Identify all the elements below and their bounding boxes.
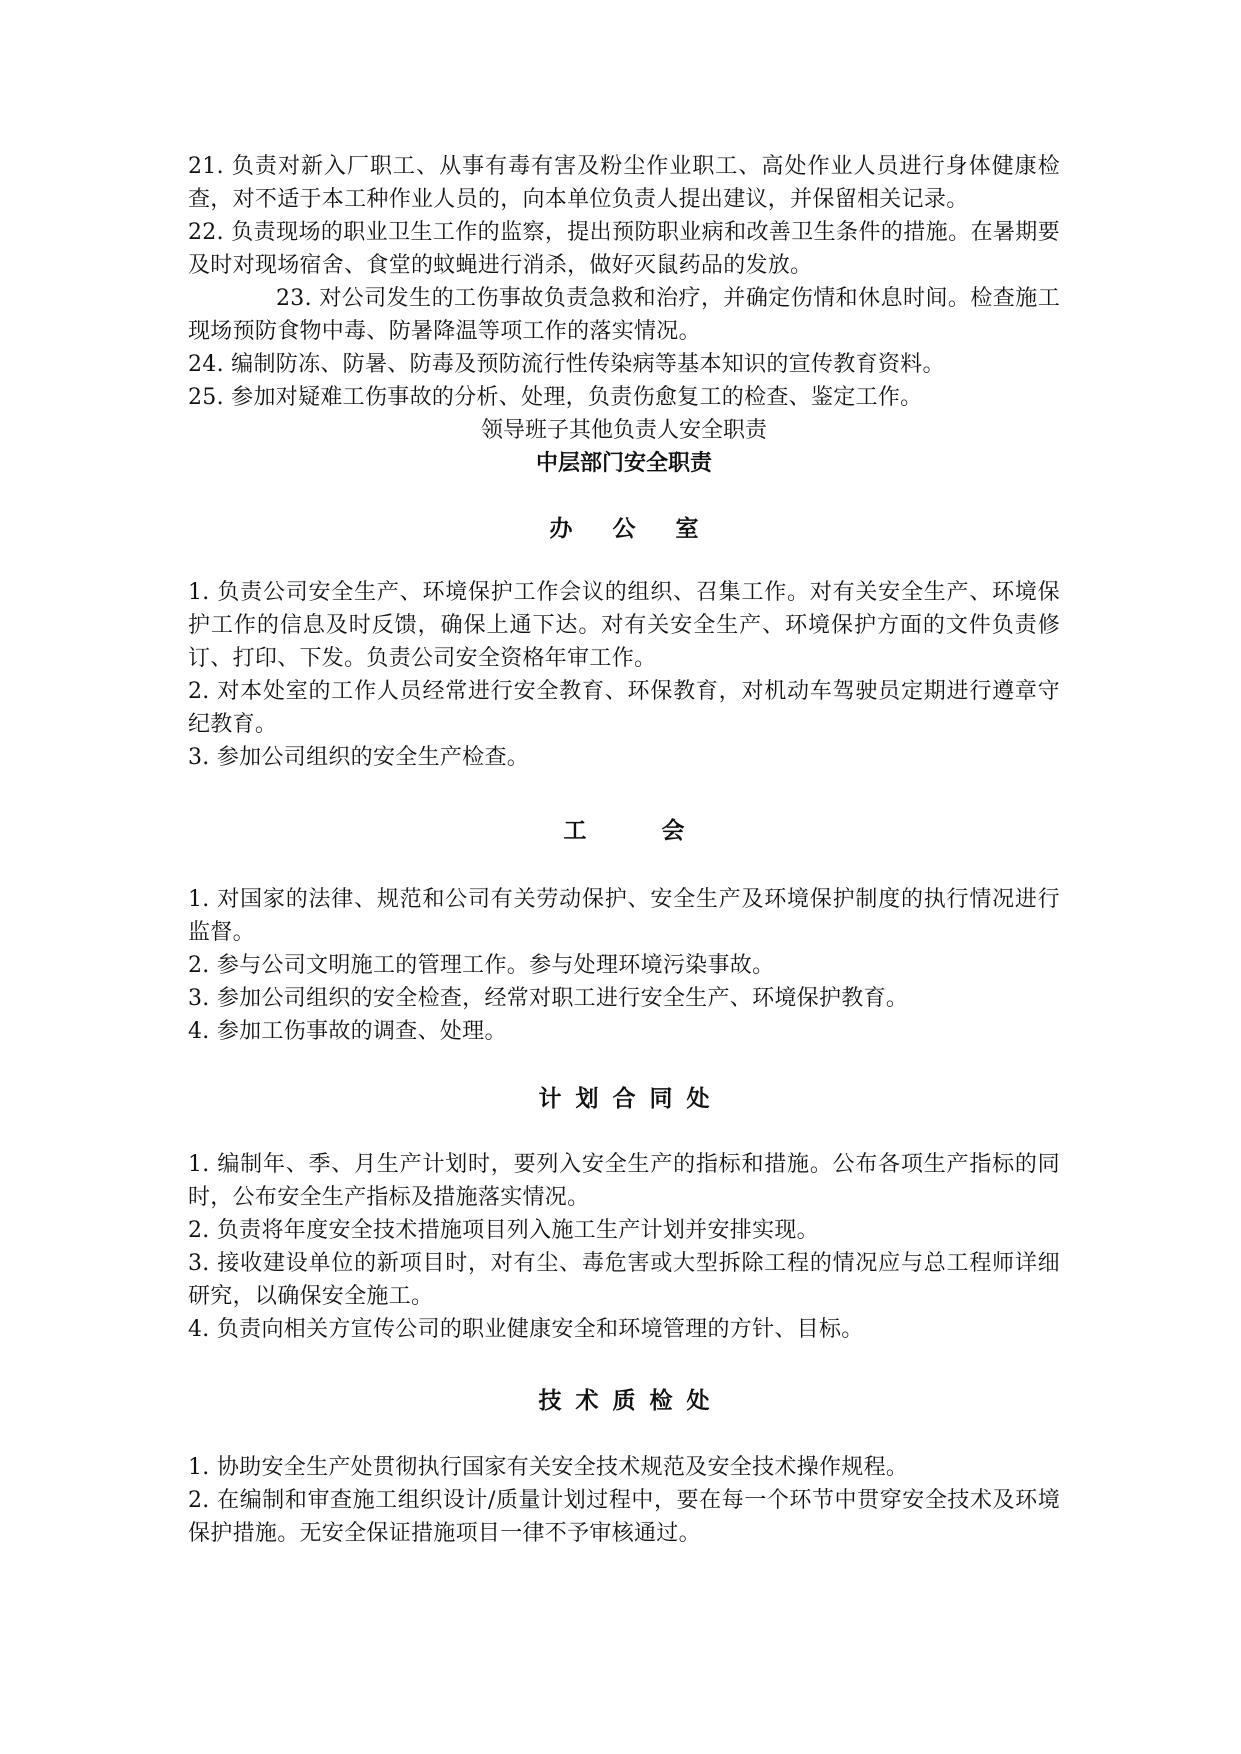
section-title-office: 办公室 — [549, 516, 739, 542]
office-item: 2. 对本处室的工作人员经常进行安全教育、环保教育，对机动车驾驶员定期进行遵章守纪教育。 — [188, 679, 1060, 737]
section-subtitle: 中层部门安全职责 — [535, 451, 712, 476]
paragraph-item-22: 22. 负责现场的职业卫生工作的监察，提出预防职业病和改善卫生条件的措施。在暑期要及时对现场宿舍、食堂的蚊蝇进行消杀，做好灭鼠药品的发放。 — [188, 220, 1060, 278]
union-item: 1. 对国家的法律、规范和公司有关劳动保护、安全生产及环境保护制度的执行情况进行监督。 — [188, 887, 1060, 945]
planning-item: 2. 负责将年度安全技术措施项目列入施工生产计划并安排实现。 — [188, 1218, 819, 1243]
paragraph-item-24: 24. 编制防冻、防暑、防毒及预防流行性传染病等基本知识的宣传教育资料。 — [188, 352, 945, 377]
office-item: 1. 负责公司安全生产、环境保护工作会议的组织、召集工作。对有关安全生产、环境保护工作的信息及时反馈，确保上通下达。对有关安全生产、环境保护方面的文件负责修订、打印、下发。负责公司安全资格年审工作。 — [188, 580, 1060, 671]
leadership-heading: 领导班子其他负责人安全职责 — [480, 418, 767, 443]
section-title-tech-quality: 技术质检处 — [538, 1388, 724, 1414]
paragraph-item-23: 23. 对公司发生的工伤事故负责急救和治疗，并确定伤情和休息时间。检查施工现场预防食物中毒、防暑降温等项工作的落实情况。 — [188, 286, 1060, 344]
paragraph-item-25: 25. 参加对疑难工伤事故的分析、处理，负责伤愈复工的检查、鉴定工作。 — [188, 385, 923, 410]
paragraph-item-21: 21. 负责对新入厂职工、从事有毒有害及粉尘作业职工、高处作业人员进行身体健康检查，对不适于本工种作业人员的，向本单位负责人提出建议，并保留相关记录。 — [188, 154, 1060, 212]
union-item: 4. 参加工伤事故的调查、处理。 — [188, 1019, 507, 1044]
union-item: 3. 参加公司组织的安全检查，经常对职工进行安全生产、环境保护教育。 — [188, 986, 909, 1011]
tech-quality-item: 1. 协助安全生产处贯彻执行国家有关安全技术规范及安全技术操作规程。 — [188, 1455, 909, 1480]
union-item: 2. 参与公司文明施工的管理工作。参与处理环境污染事故。 — [188, 953, 775, 978]
office-item: 3. 参加公司组织的安全生产检查。 — [188, 745, 530, 770]
planning-item: 4. 负责向相关方宣传公司的职业健康安全和环境管理的方针、目标。 — [188, 1317, 864, 1342]
section-title-planning: 计划合同处 — [538, 1086, 724, 1112]
document-body — [188, 150, 1060, 1550]
section-title-union: 工会 — [563, 818, 760, 844]
planning-item: 3. 接收建设单位的新项目时，对有尘、毒危害或大型拆除工程的情况应与总工程师详细研究，以确保安全施工。 — [188, 1251, 1060, 1309]
planning-item: 1. 编制年、季、月生产计划时，要列入安全生产的指标和措施。公布各项生产指标的同时，公布安全生产指标及措施落实情况。 — [188, 1152, 1060, 1210]
tech-quality-item: 2. 在编制和审查施工组织设计/质量计划过程中，要在每一个环节中贯穿安全技术及环境保护措施。无安全保证措施项目一律不予审核通过。 — [188, 1488, 1060, 1546]
